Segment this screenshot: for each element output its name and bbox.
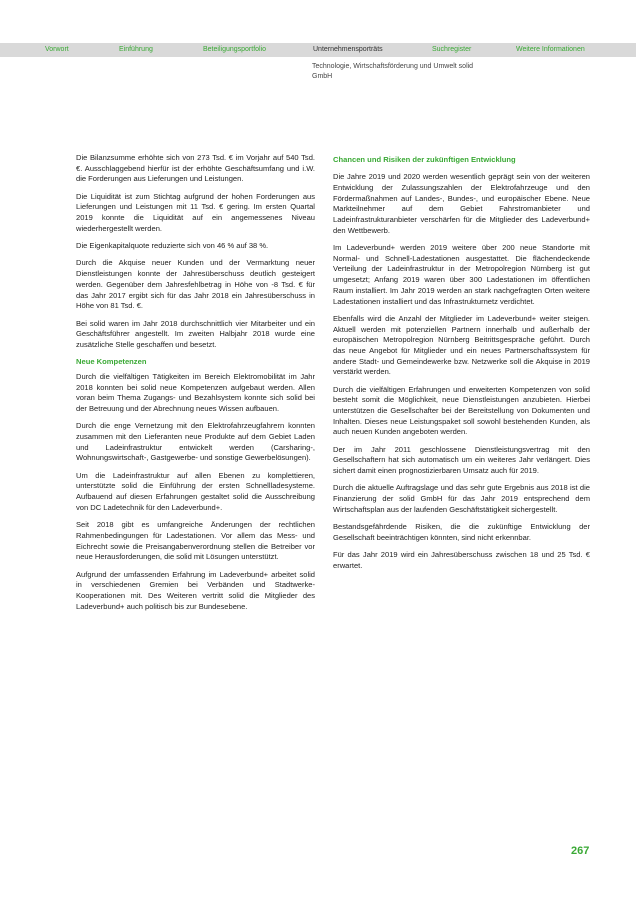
nav-item-beteiligungsportfolio[interactable]: Beteiligungsportfolio bbox=[203, 46, 267, 53]
nav-item-vorwort[interactable]: Vorwort bbox=[45, 46, 69, 53]
paragraph: Um die Ladeinfrastruktur auf allen Ebenen zu komplettieren, unterstützte solid die Einführung der ersten Schnellladesysteme. Aufbauend auf diesen Erfahrungen gestaltet solid die Ausschreibung von DC Ladetechnik für den Ladeverbund+. bbox=[76, 470, 315, 512]
paragraph: Seit 2018 gibt es umfangreiche Änderungen der rechtlichen Rahmenbedingungen für Ladestationen. Vor allem das Mess- und Eichrecht sowie die Preisangabenverordnung stellen die Betreiber vor neue Herausforderungen, die solid mit Lösungen unterstützt. bbox=[76, 520, 315, 562]
right-column bbox=[333, 155, 590, 578]
nav-item-unternehmensportraets[interactable]: Unternehmensporträts bbox=[313, 46, 383, 53]
paragraph: Ebenfalls wird die Anzahl der Mitglieder im Ladeverbund+ weiter steigen. Aktuell werden mit potenziellen Partnern innerhalb und außerhalb der europäischen Metropolregion Nürnberg Beitrittsgespräche geführt. Durch das neue Angebot für Mitglieder und ein neues Partnerschaftssystem für andere Stadt- und Gemeindewerke bzw. Netzwerke soll die Akquise in 2019 verstärkt werden. bbox=[333, 313, 590, 377]
page-number: 267 bbox=[571, 845, 590, 857]
paragraph: Für das Jahr 2019 wird ein Jahresüberschuss zwischen 18 und 25 Tsd. € erwartet. bbox=[333, 550, 590, 570]
paragraph: Aufgrund der umfassenden Erfahrung im Ladeverbund+ arbeitet solid in verschiedenen Gremien bei Verbänden und Stadtwerke-Kooperationen mit. Des Weiteren vertritt solid die Mitglieder des Ladeverbund+ auch politisch bis zur Bundesebene. bbox=[76, 569, 315, 611]
paragraph: Die Eigenkapitalquote reduzierte sich von 46 % auf 38 %. bbox=[76, 241, 269, 251]
section-subtitle: Technologie, Wirtschaftsförderung und Umwelt solid GmbH bbox=[312, 63, 474, 80]
nav-item-suchregister[interactable]: Suchregister bbox=[432, 46, 472, 53]
section-heading: Chancen und Risiken der zukünftigen Entwicklung bbox=[333, 155, 516, 164]
nav-item-einfuehrung[interactable]: Einführung bbox=[119, 46, 153, 53]
left-column bbox=[76, 153, 315, 619]
paragraph: Der im Jahr 2011 geschlossene Dienstleistungsvertrag mit den Gesellschaftern hat sich automatisch um ein weiteres Jahr verlängert. Dies sichert damit einen prognostizierbaren Umsatz auch für 2019. bbox=[333, 444, 590, 476]
top-navigation-bar bbox=[0, 43, 636, 57]
paragraph: Durch die Akquise neuer Kunden und der Vermarktung neuer Dienstleistungen konnte der Jahresüberschuss deutlich gesteigert werden. Gegenüber dem Jahresfehlbetrag in Höhe von -8 Tsd. € für das Jahr 2017 ergibt sich für das Jahr 2018 ein Jahresüberschuss in Höhe von 81 Tsd. €. bbox=[76, 258, 315, 311]
section-heading: Neue Kompetenzen bbox=[76, 357, 147, 367]
paragraph: Im Ladeverbund+ werden 2019 weitere über 200 neue Standorte mit Normal- und Schnell-Ladestationen ausgestattet. Die flächendeckende Verteilung der Ladeinfrastruktur in der Metropolregion Nürnberg ist gut umgesetzt; Anfang 2019 waren über 300 Ladestationen im öffentlichen Raum installiert. Im Jahr 2019 werden an stark nachgefragten Orten weitere Ladestationen installiert und das Infrastrukturnetz verdichtet. bbox=[333, 243, 590, 306]
paragraph: Bestandsgefährdende Risiken, die die zukünftige Entwicklung der Gesellschaft beeinträchtigen könnten, sind nicht erkennbar. bbox=[333, 522, 590, 542]
paragraph: Die Liquidität ist zum Stichtag aufgrund der hohen Forderungen aus Lieferungen und Leistungen mit 11 Tsd. € gering. Im ersten Quartal 2019 konnte die Liquidität auf ein angemessenes Niveau wiederhergestellt werden. bbox=[76, 191, 315, 233]
paragraph: Durch die enge Vernetzung mit den Elektrofahrzeugfahrern konnten zusammen mit den Lieferanten neue Produkte auf dem Gebiet Laden und Ladeinfrastruktur entwickelt werden (Carsharing-, Wohnungswirtschaft-, Gastgewerbe- und sonstige Gewerbelösungen). bbox=[76, 421, 315, 463]
paragraph: Durch die aktuelle Auftragslage und das sehr gute Ergebnis aus 2018 ist die Finanzierung der solid GmbH für das Jahr 2019 entsprechend dem Wirtschaftsplan aus der laufenden Geschäftstätigkeit sichergestellt. bbox=[333, 483, 590, 514]
paragraph: Durch die vielfältigen Tätigkeiten im Bereich Elektromobilität im Jahr 2018 konnten bei solid neue Kompetenzen aufgebaut werden. Allen voran beim Thema Zugangs- und Bezahlsystem konnte sich solid bei der Betreuung und der Abrechnung neues Wissen aufbauen. bbox=[76, 371, 315, 414]
paragraph: Die Bilanzsumme erhöhte sich von 273 Tsd. € im Vorjahr auf 540 Tsd. €. Ausschlaggebend hierfür ist der erhöhte Geschäftsumfang und i.W. die Forderungen aus Lieferungen und Leistungen. bbox=[76, 153, 315, 184]
paragraph: Durch die vielfältigen Erfahrungen und erweiterten Kompetenzen von solid besteht somit die Möglichkeit, neue Dienstleistungen anzubieten. Hierbei unterstützen die Gesellschafter bei der Bereitstellung von Dokumenten und Inhalten. Dieses neue Leistungspaket soll sowohl bestehenden Kunden, als auch neuen Kunden angeboten werden. bbox=[333, 384, 590, 437]
paragraph: Die Jahre 2019 und 2020 werden wesentlich geprägt sein von der weiteren Entwicklung der Zulassungszahlen der Elektrofahrzeuge und den Fördermaßnahmen auf Landes-, Bundes-, und europäischer Ebene. Neue Markteilnehmer auf dem Gebiet Fahrstromanbieter und Ladeinfrastrukturanbieter verschärfen für die Mitglieder des Ladeverbund+ den Wettbewerb. bbox=[333, 172, 590, 235]
nav-item-weitere-informationen[interactable]: Weitere Informationen bbox=[516, 46, 585, 53]
paragraph: Bei solid waren im Jahr 2018 durchschnittlich vier Mitarbeiter und ein Geschäftsführer angestellt. Im zweiten Halbjahr 2018 wurde eine zusätzliche Stelle geschaffen und besetzt. bbox=[76, 318, 315, 349]
